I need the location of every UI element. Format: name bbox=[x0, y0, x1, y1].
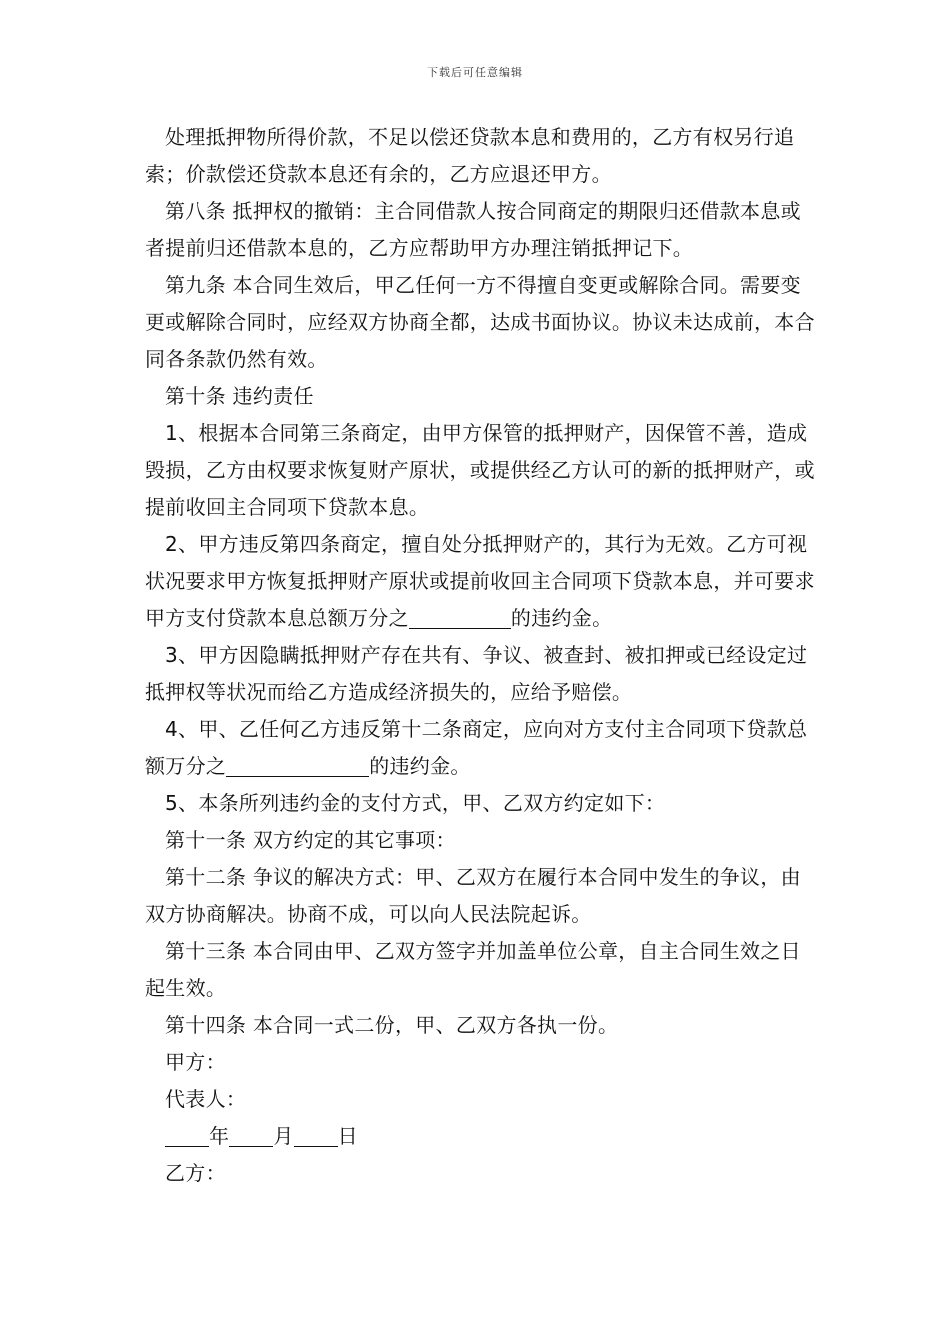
clause-4-text: 4、甲、乙任何乙方违反第十二条商定，应向对方支付主合同项下贷款总额万分之 bbox=[145, 717, 808, 778]
penalty-rate-blank-2 bbox=[226, 754, 369, 777]
paragraph-clause-3: 3、甲方因隐瞒抵押财产存在共有、争议、被查封、被扣押或已经设定过抵押权等状况而给乙方造成经济损失的，应给予赔偿。 bbox=[145, 643, 808, 704]
year-blank bbox=[165, 1124, 209, 1147]
date-year-label: 年 bbox=[209, 1124, 230, 1148]
paragraph-article-11: 第十一条 双方约定的其它事项： bbox=[165, 828, 456, 852]
paragraph-clause-1: 1、根据本合同第三条商定，由甲方保管的抵押财产，因保管不善，造成毁损，乙方由权要求恢复财产原状，或提供经乙方认可的新的抵押财产，或提前收回主合同项下贷款本息。 bbox=[145, 421, 815, 519]
date-month-label: 月 bbox=[273, 1124, 294, 1148]
signature-party-b: 乙方： bbox=[165, 1161, 226, 1185]
paragraph-clause-4 bbox=[145, 711, 820, 785]
day-blank bbox=[294, 1124, 338, 1147]
contract-body bbox=[145, 119, 820, 1192]
paragraph-article-12: 第十二条 争议的解决方式：甲、乙双方在履行本合同中发生的争议，由双方协商解决。协商不成，可以向人民法院起诉。 bbox=[145, 865, 801, 926]
penalty-rate-blank-1 bbox=[409, 606, 511, 629]
paragraph-clause-5: 5、本条所列违约金的支付方式，甲、乙双方约定如下： bbox=[165, 791, 666, 815]
signature-date-line bbox=[145, 1118, 820, 1155]
paragraph-article-8: 第八条 抵押权的撤销：主合同借款人按合同商定的期限归还借款本息或者提前归还借款本息的，乙方应帮助甲方办理注销抵押记下。 bbox=[145, 199, 801, 260]
signature-representative: 代表人： bbox=[165, 1087, 247, 1111]
clause-2-text: 2、甲方违反第四条商定，擅自处分抵押财产的，其行为无效。乙方可视状况要求甲方恢复抵押财产原状或提前收回主合同项下贷款本息，并可要求甲方支付贷款本息总额万分之 bbox=[145, 532, 815, 630]
paragraph-article-13: 第十三条 本合同由甲、乙双方签字并加盖单位公章，自主合同生效之日起生效。 bbox=[145, 939, 801, 1000]
page-header: 下载后可任意编辑 bbox=[427, 66, 523, 79]
paragraph-disposal-proceeds: 处理抵押物所得价款，不足以偿还贷款本息和费用的，乙方有权另行追索；价款偿还贷款本息还有余的，乙方应退还甲方。 bbox=[145, 125, 795, 186]
date-day-label: 日 bbox=[337, 1124, 358, 1148]
signature-party-a: 甲方： bbox=[165, 1050, 226, 1074]
clause-4-suffix: 的违约金。 bbox=[369, 754, 471, 778]
month-blank bbox=[229, 1124, 273, 1147]
paragraph-article-10-title: 第十条 违约责任 bbox=[165, 384, 314, 408]
clause-2-suffix: 的违约金。 bbox=[510, 606, 613, 630]
paragraph-article-14: 第十四条 本合同一式二份，甲、乙双方各执一份。 bbox=[165, 1013, 619, 1037]
paragraph-clause-2 bbox=[145, 526, 820, 637]
paragraph-article-9: 第九条 本合同生效后，甲乙任何一方不得擅自变更或解除合同。需要变更或解除合同时，应经双方协商全都，达成书面协议。协议未达成前，本合同各条款仍然有效。 bbox=[145, 273, 815, 371]
